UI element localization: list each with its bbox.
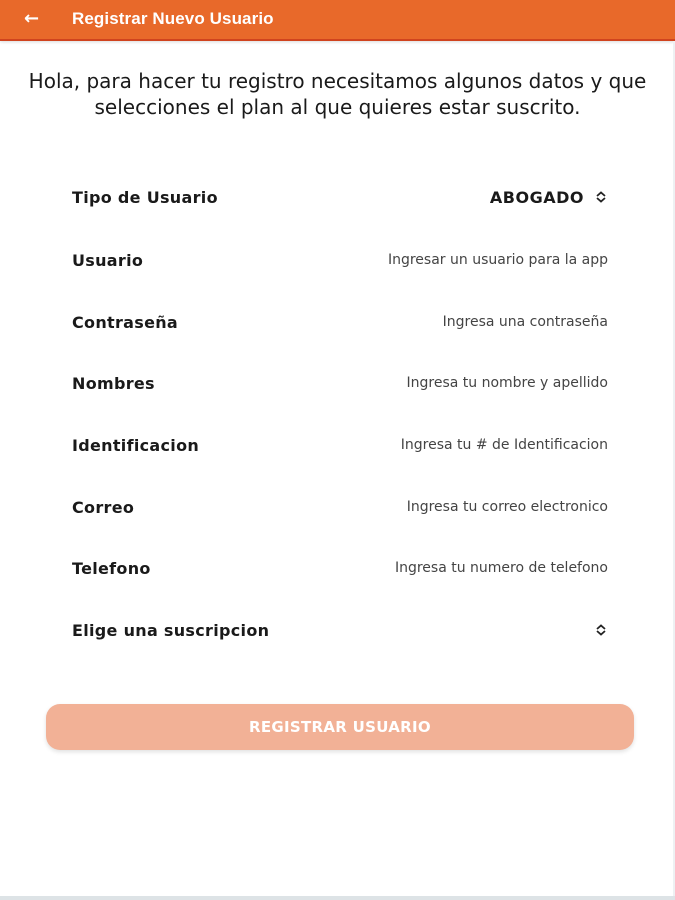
subscription-row bbox=[72, 610, 608, 650]
updown-icon bbox=[594, 190, 608, 204]
back-arrow-icon[interactable]: ← bbox=[24, 8, 40, 29]
names-label: Nombres bbox=[72, 373, 155, 393]
user-type-row bbox=[72, 177, 608, 217]
user-type-value: ABOGADO bbox=[489, 187, 584, 207]
user-type-select[interactable] bbox=[490, 188, 608, 207]
identification-label: Identificacion bbox=[72, 435, 200, 455]
phone-input[interactable] bbox=[278, 560, 608, 576]
subscription-select[interactable] bbox=[584, 623, 608, 637]
register-user-button[interactable]: REGISTRAR USUARIO bbox=[46, 704, 634, 750]
password-label: Contraseña bbox=[72, 312, 179, 332]
names-input[interactable] bbox=[278, 375, 608, 391]
password-input[interactable] bbox=[278, 314, 608, 330]
email-input[interactable] bbox=[278, 499, 608, 515]
usuario-row bbox=[72, 240, 608, 280]
updown-icon bbox=[594, 623, 608, 637]
usuario-input[interactable] bbox=[278, 252, 608, 268]
email-label: Correo bbox=[72, 497, 135, 517]
identification-input[interactable] bbox=[278, 437, 608, 453]
subscription-label: Elige una suscripcion bbox=[72, 620, 270, 640]
phone-label: Telefono bbox=[72, 558, 151, 578]
user-type-label: Tipo de Usuario bbox=[72, 187, 218, 207]
usuario-label: Usuario bbox=[72, 250, 144, 270]
page-title: Registrar Nuevo Usuario bbox=[72, 9, 274, 28]
app-bar bbox=[0, 0, 675, 41]
password-row bbox=[72, 302, 608, 342]
email-row bbox=[72, 487, 608, 527]
names-row bbox=[72, 363, 608, 403]
phone-row bbox=[72, 548, 608, 588]
bottom-divider bbox=[0, 896, 675, 900]
intro-text: Hola, para hacer tu registro necesitamos algunos datos y que selecciones el plan al que quieres estar suscrito. bbox=[28, 69, 647, 119]
identification-row bbox=[72, 425, 608, 465]
